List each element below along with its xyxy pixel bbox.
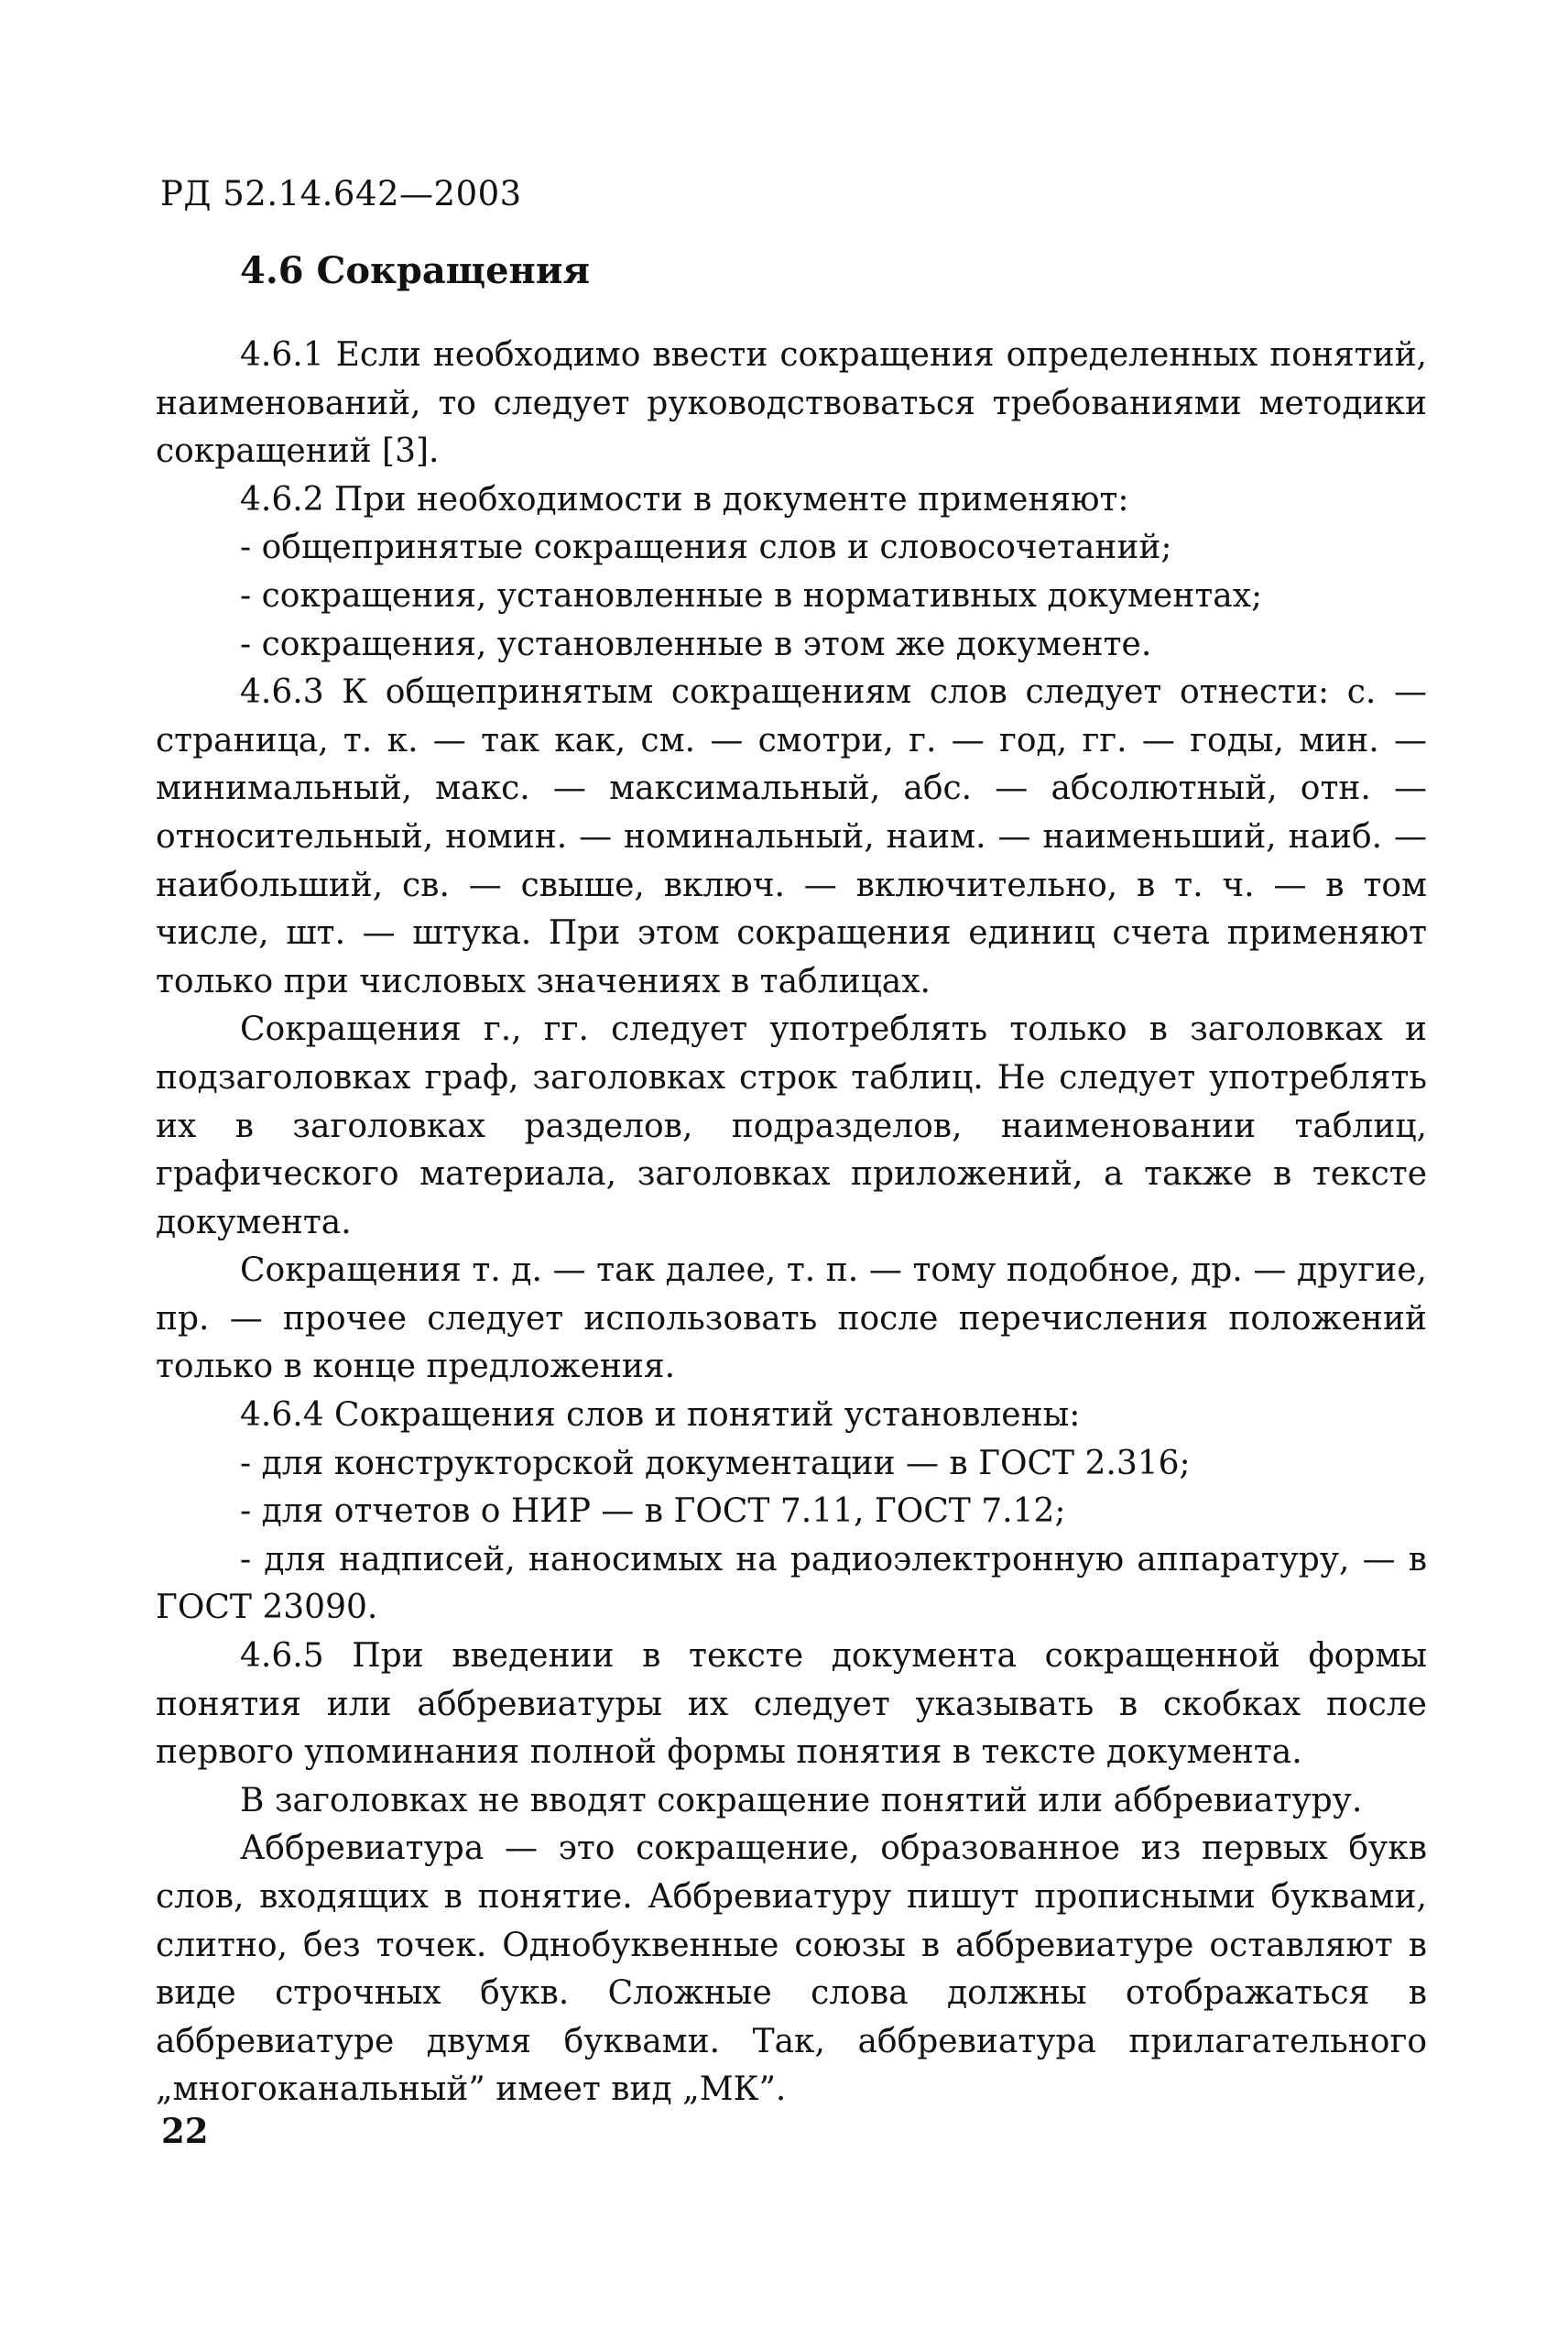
paragraph-4-6-3: 4.6.3 К общепринятым сокращениям слов следует отнести: с. — страница, т. к. — так как, см. — смотри, г. — год, гг. — годы, мин. — минимальный, макс. — максимальный, абс. — абсолютный, отн. — относительный, номин. — номинальный, наим. — наименьший, наиб. — наибольший, св. — свыше, включ. — включительно, в т. ч. — в том числе, шт. — штука. При этом сокращения единиц счета применяют только при числовых значениях в таблицах.: [156, 673, 1427, 1000]
paragraph-headings-rule: В заголовках не вводят сокращение понятий или аббревиатуру.: [240, 1781, 1363, 1819]
list-item: - для конструкторской документации — в ГОСТ 2.316;: [240, 1444, 1191, 1482]
paragraph-4-6-1: 4.6.1 Если необходимо ввести сокращения определенных понятий, наименований, то следует руководствоваться требованиями методики сокращений [3].: [156, 336, 1427, 471]
list-item: - для надписей, наносимых на радиоэлектронную аппаратуру, — в ГОСТ 23090.: [156, 1540, 1427, 1627]
paragraph-abbreviation-definition: Аббревиатура — это сокращение, образованное из первых букв слов, входящих в понятие. Аббревиатуру пишут прописными буквами, слитно, без точек. Однобуквенные союзы в аббревиатуре оставляют в виде строчных букв. Сложные слова должны отображаться в аббревиатуре двумя буквами. Так, аббревиатура прилагательного „многоканальный” имеет вид „МК”.: [156, 1830, 1427, 2109]
page-number: 22: [161, 2111, 209, 2151]
section-body: [156, 332, 1427, 2114]
list-item: - общепринятые сокращения слов и словосочетаний;: [240, 529, 1172, 567]
paragraph-year-abbreviations: Сокращения г., гг. следует употреблять только в заголовках и подзаголовках граф, заголовках строк таблиц. Не следует употреблять их в заголовках разделов, подразделов, наименовании таблиц, графического материала, заголовках приложений, а также в тексте документа.: [156, 1011, 1427, 1241]
paragraph-4-6-5: 4.6.5 При введении в тексте документа сокращенной формы понятия или аббревиатуры их следует указывать в скобках после первого упоминания полной формы понятия в тексте документа.: [156, 1637, 1427, 1772]
paragraph-4-6-4: 4.6.4 Сокращения слов и понятий установлены:: [240, 1396, 1081, 1435]
paragraph-4-6-2: 4.6.2 При необходимости в документе применяют:: [240, 480, 1129, 519]
list-item: - для отчетов о НИР — в ГОСТ 7.11, ГОСТ 7.12;: [240, 1492, 1066, 1531]
paragraph-etc-abbreviations: Сокращения т. д. — так далее, т. п. — тому подобное, др. — другие, пр. — прочее следует использовать после перечисления положений только в конце предложения.: [156, 1251, 1427, 1386]
list-item: - сокращения, установленные в нормативных документах;: [240, 576, 1263, 615]
list-item: - сокращения, установленные в этом же документе.: [240, 625, 1152, 663]
document-code: РД 52.14.642—2003: [160, 174, 522, 213]
section-title: 4.6 Сокращения: [240, 249, 591, 292]
